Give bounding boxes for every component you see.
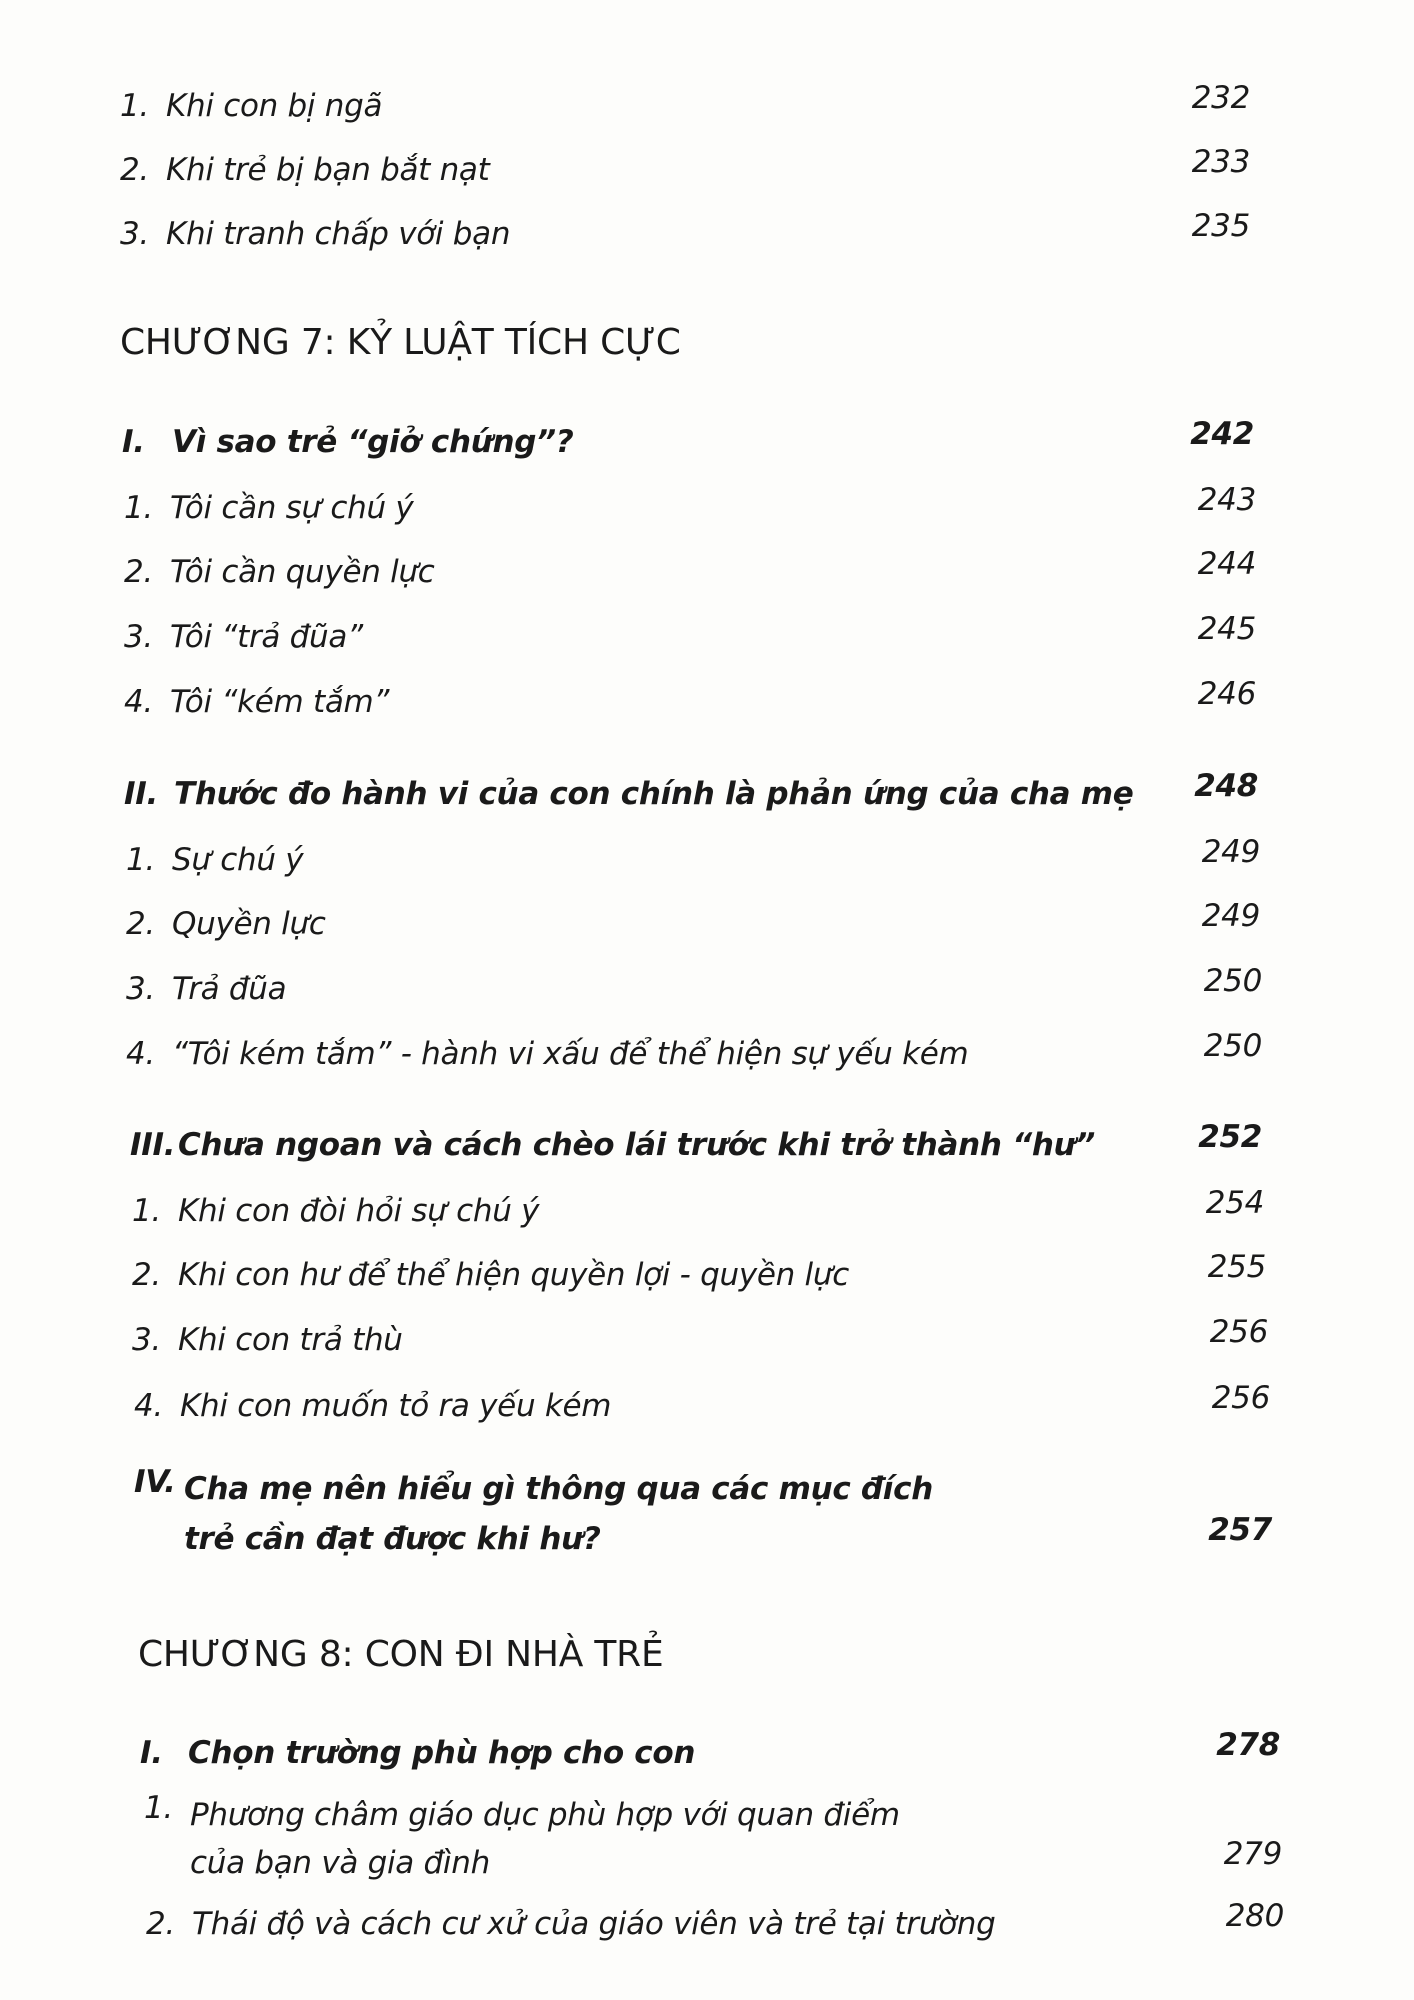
item-title: Khi con đòi hỏi sự chú ý xyxy=(178,1193,540,1229)
item-number: 4. xyxy=(126,1036,155,1072)
section-number: I. xyxy=(140,1735,163,1771)
item-title: Khi con muốn tỏ ra yếu kém xyxy=(180,1388,612,1424)
section-number: II. xyxy=(124,776,158,812)
item-title: Tôi cần sự chú ý xyxy=(170,490,414,526)
chapter-heading: CHƯƠNG 7: KỶ LUẬT TÍCH CỰC xyxy=(120,322,681,363)
item-title: Khi trẻ bị bạn bắt nạt xyxy=(166,152,490,188)
item-page: 235 xyxy=(1191,208,1250,244)
item-page: 280 xyxy=(1225,1898,1284,1934)
item-number: 3. xyxy=(124,619,153,655)
item-page: 244 xyxy=(1197,546,1256,582)
item-page: 243 xyxy=(1197,482,1256,518)
item-page: 233 xyxy=(1191,144,1250,180)
item-title: Quyền lực xyxy=(172,906,326,942)
item-number: 4. xyxy=(124,684,153,720)
item-title: Sự chú ý xyxy=(172,842,304,878)
item-page: 256 xyxy=(1209,1314,1268,1350)
item-title: Khi con bị ngã xyxy=(166,88,383,124)
item-title: Trả đũa xyxy=(172,971,287,1007)
section-title: Chọn trường phù hợp cho con xyxy=(188,1735,696,1771)
item-number: 3. xyxy=(126,971,155,1007)
item-page: 249 xyxy=(1201,834,1260,870)
section-page: 278 xyxy=(1216,1727,1280,1763)
section-page: 242 xyxy=(1190,416,1254,452)
item-page: 246 xyxy=(1197,676,1256,712)
item-page: 254 xyxy=(1205,1185,1264,1221)
item-title: Khi tranh chấp với bạn xyxy=(166,216,511,252)
item-title: Tôi cần quyền lực xyxy=(170,554,435,590)
item-page: 250 xyxy=(1203,963,1262,999)
item-number: 2. xyxy=(126,906,155,942)
item-title: Tôi “kém tắm” xyxy=(170,684,390,720)
item-number: 1. xyxy=(120,88,149,124)
chapter-heading: CHƯƠNG 8: CON ĐI NHÀ TRẺ xyxy=(138,1634,664,1675)
section-title-line2: trẻ cần đạt được khi hư? xyxy=(184,1521,601,1557)
section-page: 252 xyxy=(1198,1119,1262,1155)
section-title: Thước đo hành vi của con chính là phản ứng của cha mẹ xyxy=(174,776,1134,812)
item-number: 3. xyxy=(120,216,149,252)
section-number: III. xyxy=(130,1127,176,1163)
item-page: 255 xyxy=(1207,1249,1266,1285)
section-title: Vì sao trẻ “giở chứng”? xyxy=(172,424,574,460)
item-page: 232 xyxy=(1191,80,1250,116)
item-number: 3. xyxy=(132,1322,161,1358)
item-page: 245 xyxy=(1197,611,1256,647)
item-number: 1. xyxy=(132,1193,161,1229)
item-number: 1. xyxy=(144,1790,173,1826)
item-title-line1: Phương châm giáo dục phù hợp với quan điểm xyxy=(190,1797,900,1833)
section-title-line1: Cha mẹ nên hiểu gì thông qua các mục đích xyxy=(184,1471,933,1507)
item-number: 2. xyxy=(120,152,149,188)
item-page: 279 xyxy=(1223,1836,1282,1872)
item-number: 2. xyxy=(132,1257,161,1293)
item-title: Thái độ và cách cư xử của giáo viên và trẻ tại trường xyxy=(192,1906,996,1942)
item-number: 1. xyxy=(124,490,153,526)
item-title: “Tôi kém tắm” - hành vi xấu để thể hiện sự yếu kém xyxy=(172,1036,969,1072)
item-page: 250 xyxy=(1203,1028,1262,1064)
section-title: Chưa ngoan và cách chèo lái trước khi trở thành “hư” xyxy=(178,1127,1096,1163)
item-number: 1. xyxy=(126,842,155,878)
item-page: 256 xyxy=(1211,1380,1270,1416)
section-number: IV. xyxy=(134,1464,176,1500)
item-page: 249 xyxy=(1201,898,1260,934)
section-page: 248 xyxy=(1194,768,1258,804)
item-number: 2. xyxy=(146,1906,175,1942)
item-title-line2: của bạn và gia đình xyxy=(190,1845,490,1881)
section-number: I. xyxy=(122,424,145,460)
section-page: 257 xyxy=(1208,1512,1272,1548)
item-title: Tôi “trả đũa” xyxy=(170,619,363,655)
item-number: 2. xyxy=(124,554,153,590)
item-title: Khi con hư để thể hiện quyền lợi - quyền lực xyxy=(178,1257,849,1293)
item-title: Khi con trả thù xyxy=(178,1322,403,1358)
item-number: 4. xyxy=(134,1388,163,1424)
